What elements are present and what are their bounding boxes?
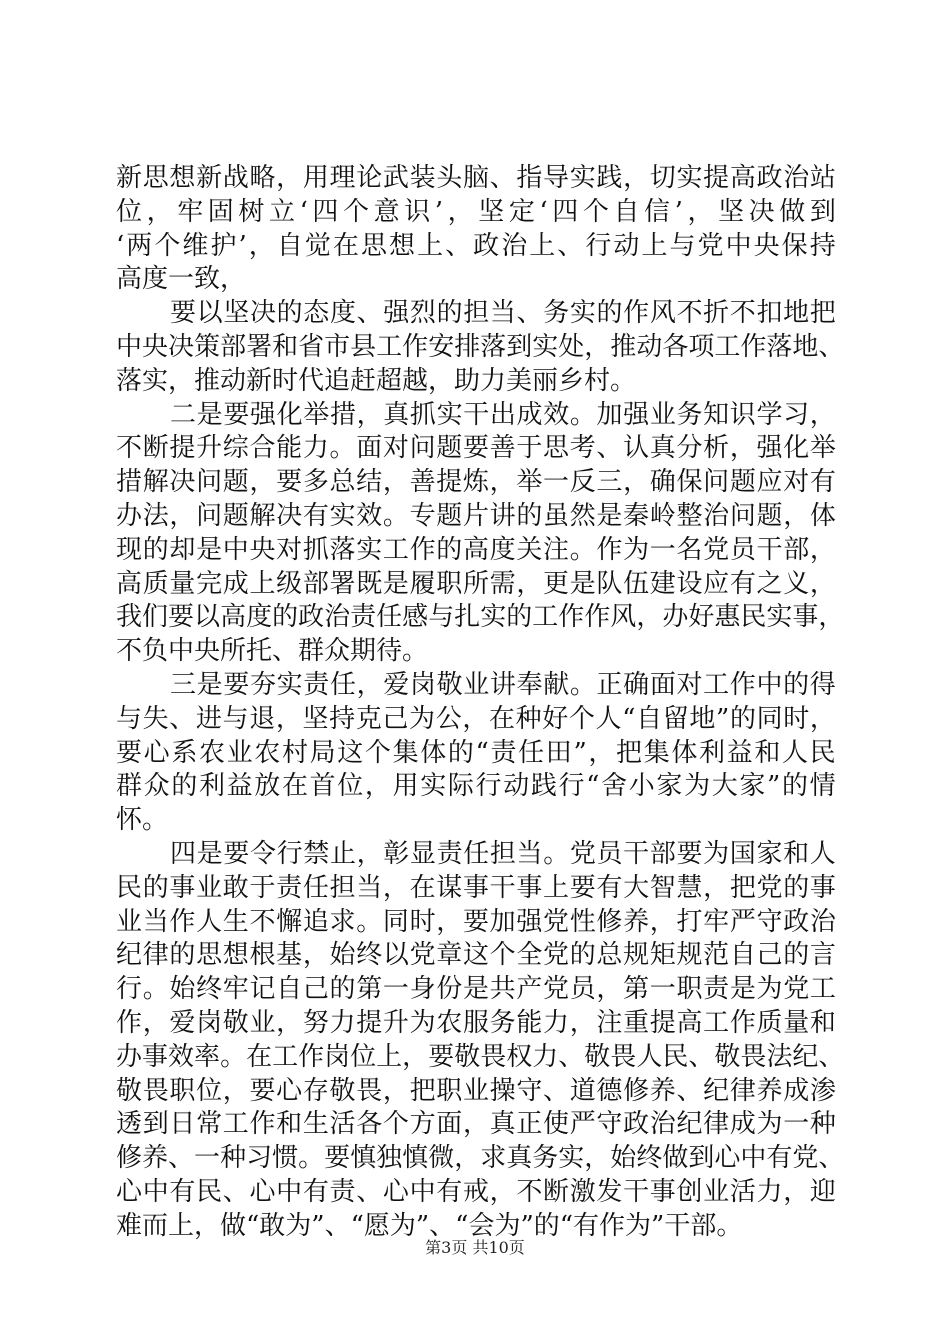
paragraph-line: 不负中央所托、群众期待。 <box>116 636 429 667</box>
paragraph-line: 四 是 要 令 行 禁 止 ， 彰 显 责 任 担 当 。 党 员 干 部 要 为 国 家 和 人 <box>170 838 836 869</box>
paragraph-line: 二 是 要 强 化 举 措 ， 真 抓 实 干 出 成 效 。 加 强 业 务 知 识 学 习 ， <box>170 399 836 430</box>
paragraph-line: 不 断 提 升 综 合 能 力 。 面 对 问 题 要 善 于 思 考 、 认 真 分 析 ， 强 化 举 <box>116 433 836 464</box>
paragraph-line: 作 ， 爱 岗 敬 业 ， 努 力 提 升 为 农 服 务 能 力 ， 注 重 提 高 工 作 质 量 和 <box>116 1007 836 1038</box>
paragraph-line: 措 解 决 问 题 ， 要 多 总 结 ， 善 提 炼 ， 举 一 反 三 ， 确 保 问 题 应 对 有 <box>116 467 836 498</box>
paragraph-line: 办 法 ， 问 题 解 决 有 实 效 。 专 题 片 讲 的 虽 然 是 秦 岭 整 治 问 题 ， 体 <box>116 500 836 531</box>
paragraph <box>116 838 845 1244</box>
paragraph <box>116 399 845 669</box>
paragraph-line: ‘ 两 个 维 护 ’ ， 自 觉 在 思 想 上 、 政 治 上 、 行 动 上 与 党 中 央 保 持 <box>116 230 836 261</box>
paragraph-line: 我 们 要 以 高 度 的 政 治 责 任 感 与 扎 实 的 工 作 作 风 ， 办 好 惠 民 实 事 ， <box>116 602 845 633</box>
paragraph-line: 心 中 有 民 、 心 中 有 责 、 心 中 有 戒 ， 不 断 激 发 干 事 创 业 活 力 ， 迎 <box>116 1176 836 1207</box>
paragraph-line: 群 众 的 利 益 放 在 首 位 ， 用 实 际 行 动 践 行 “ 舍 小 家 为 大 家 ” 的 情 <box>116 771 836 802</box>
paragraph-line: 高度一致， <box>116 264 247 295</box>
paragraph-line: 怀。 <box>116 805 169 836</box>
paragraph <box>116 162 836 297</box>
paragraph <box>116 669 836 838</box>
paragraph-line: 落实，推动新时代追赶超越，助力美丽乡村。 <box>116 365 637 396</box>
paragraph-line: 三 是 要 夯 实 责 任 ， 爱 岗 敬 业 讲 奉 献 。 正 确 面 对 工 作 中 的 得 <box>170 669 836 700</box>
paragraph-line: 位 ， 牢 固 树 立 ‘ 四 个 意 识 ’ ， 坚 定 ‘ 四 个 自 信 ’ ， 坚 决 做 到 <box>116 196 836 227</box>
paragraph-line: 要 心 系 农 业 农 村 局 这 个 集 体 的 “ 责 任 田 ” ， 把 集 体 利 益 和 人 民 <box>116 737 836 768</box>
paragraph-line: 纪 律 的 思 想 根 基 ， 始 终 以 党 章 这 个 全 党 的 总 规 矩 规 范 自 己 的 言 <box>116 940 836 971</box>
paragraph-line: 要 以 坚 决 的 态 度 、 强 烈 的 担 当 、 务 实 的 作 风 不 折 不 扣 地 把 <box>170 298 836 329</box>
paragraph-line: 办 事 效 率 。 在 工 作 岗 位 上 ， 要 敬 畏 权 力 、 敬 畏 人 民 、 敬 畏 法 纪 、 <box>116 1041 845 1072</box>
paragraph-line: 行 。 始 终 牢 记 自 己 的 第 一 身 份 是 共 产 党 员 ， 第 一 职 责 是 为 党 工 <box>116 974 836 1005</box>
paragraph-line: 修 养 、 一 种 习 惯 。 要 慎 独 慎 微 ， 求 真 务 实 ， 始 终 做 到 心 中 有 党 、 <box>116 1143 845 1174</box>
paragraph-line: 业 当 作 人 生 不 懈 追 求 。 同 时 ， 要 加 强 党 性 修 养 ， 打 牢 严 守 政 治 <box>116 906 836 937</box>
paragraph-line: 敬 畏 职 位 ， 要 心 存 敬 畏 ， 把 职 业 操 守 、 道 德 修 养 、 纪 律 养 成 渗 <box>116 1075 836 1106</box>
paragraph-line: 难而上，做“敢为”、“愿为”、“会为”的“有作为”干部。 <box>116 1210 743 1241</box>
page-footer: 第3页 共10页 <box>425 1238 525 1257</box>
paragraph <box>116 297 845 398</box>
paragraph-line: 高 质 量 完 成 上 级 部 署 既 是 履 职 所 需 ， 更 是 队 伍 建 设 应 有 之 义 ， <box>116 568 836 599</box>
paragraph-line: 透 到 日 常 工 作 和 生 活 各 个 方 面 ， 真 正 使 严 守 政 治 纪 律 成 为 一 种 <box>116 1109 836 1140</box>
paragraph-line: 现 的 却 是 中 央 对 抓 落 实 工 作 的 高 度 关 注 。 作 为 一 名 党 员 干 部 ， <box>116 534 836 565</box>
paragraph-line: 民 的 事 业 敢 于 责 任 担 当 ， 在 谋 事 干 事 上 要 有 大 智 慧 ， 把 党 的 事 <box>116 872 836 903</box>
paragraph-line: 与 失 、 进 与 退 ， 坚 持 克 己 为 公 ， 在 种 好 个 人 “ 自 留 地 ” 的 同 时 ， <box>116 703 836 734</box>
document-body <box>116 162 845 1244</box>
paragraph-line: 中 央 决 策 部 署 和 省 市 县 工 作 安 排 落 到 实 处 ， 推 动 各 项 工 作 落 地 、 <box>116 331 845 362</box>
paragraph-line: 新 思 想 新 战 略 ， 用 理 论 武 装 头 脑 、 指 导 实 践 ， 切 实 提 高 政 治 站 <box>116 163 836 193</box>
